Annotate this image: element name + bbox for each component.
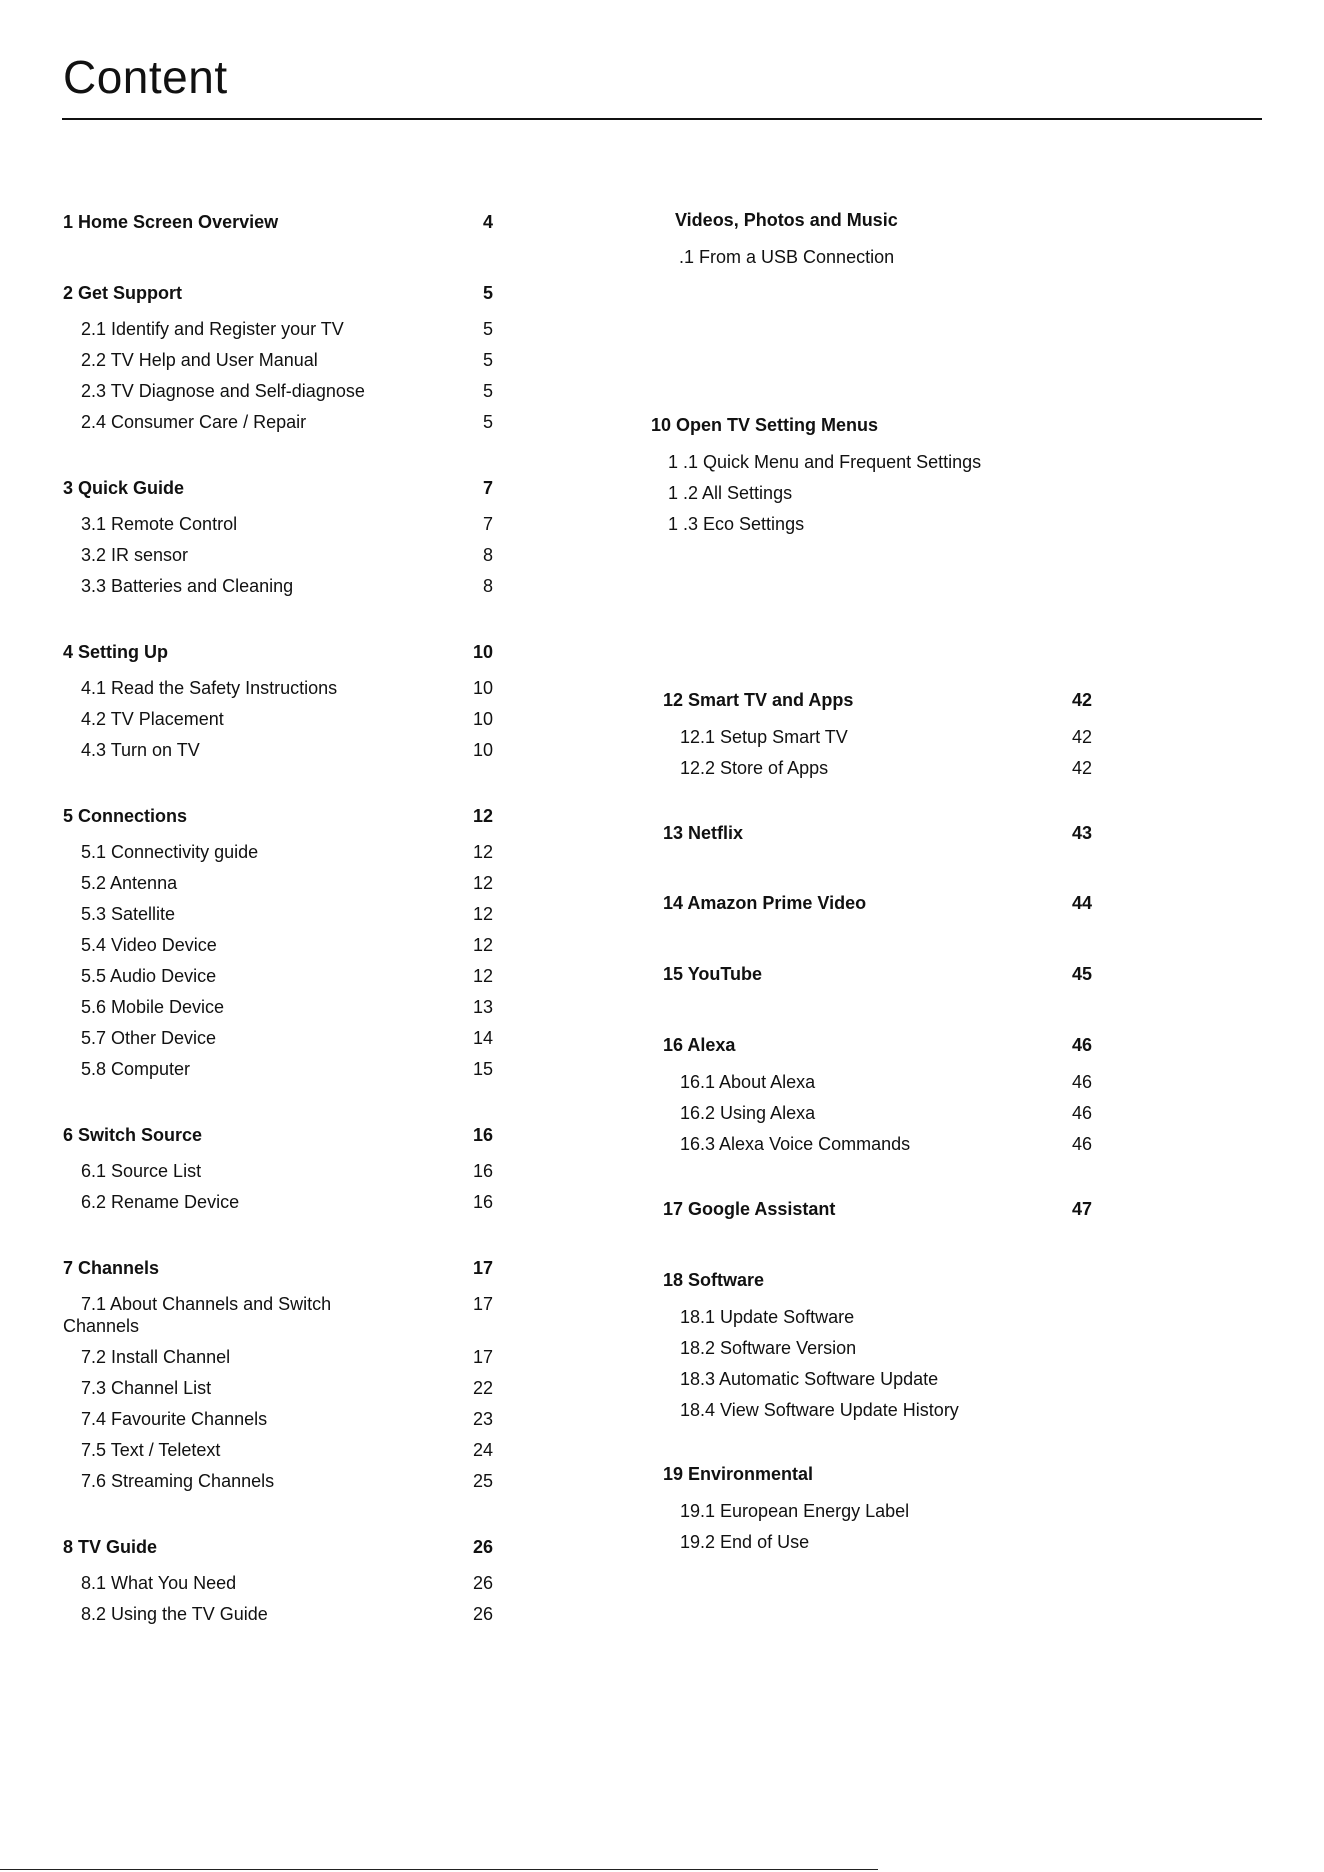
title-divider: [62, 118, 1262, 120]
toc-entry-page-number: 12: [472, 966, 493, 986]
toc-entry[interactable]: [81, 1439, 493, 1461]
toc-entry-label: 5.8 Computer: [81, 1059, 191, 1079]
toc-entry-page-number: 12: [472, 842, 493, 862]
toc-entry-label: .1 From a USB Connection: [679, 247, 895, 267]
toc-entry[interactable]: [63, 1257, 493, 1279]
toc-entry-page-number: 46: [1071, 1072, 1092, 1092]
toc-entry-label: 6 Switch Source: [63, 1125, 203, 1145]
toc-entry-page-number: 43: [1071, 823, 1092, 843]
toc-entry-label: 14 Amazon Prime Video: [663, 893, 867, 913]
toc-entry-label: 16.2 Using Alexa: [680, 1103, 816, 1123]
toc-entry[interactable]: [81, 544, 493, 566]
toc-entry-page-number: 26: [472, 1604, 493, 1624]
toc-entry-label: 7 Channels: [63, 1258, 160, 1278]
toc-entry[interactable]: [81, 1603, 493, 1625]
toc-entry-label: 4.1 Read the Safety Instructions: [81, 678, 338, 698]
toc-entry[interactable]: [668, 513, 804, 535]
toc-entry[interactable]: [81, 903, 493, 925]
toc-entry[interactable]: [81, 1191, 493, 1213]
toc-entry[interactable]: [680, 1337, 856, 1359]
toc-entry-page-number: 42: [1071, 690, 1092, 710]
toc-entry-label: 16.1 About Alexa: [680, 1072, 816, 1092]
toc-entry[interactable]: [81, 513, 493, 535]
toc-entry-label: 8.2 Using the TV Guide: [81, 1604, 268, 1624]
toc-entry-label: 7.6 Streaming Channels: [81, 1471, 275, 1491]
toc-entry-label: 2.2 TV Help and User Manual: [81, 350, 318, 370]
toc-entry-label: 16.3 Alexa Voice Commands: [680, 1134, 911, 1154]
toc-entry-page-number: 13: [472, 997, 493, 1017]
toc-entry-label: 7.5 Text / Teletext: [81, 1440, 221, 1460]
toc-entry[interactable]: [675, 209, 898, 231]
toc-entry-page-number: 5: [482, 350, 493, 370]
toc-entry[interactable]: [81, 349, 493, 371]
toc-entry-label: 1 Home Screen Overview: [63, 212, 279, 232]
toc-entry-page-number: 44: [1071, 893, 1092, 913]
toc-entry[interactable]: [663, 1269, 764, 1291]
toc-entry[interactable]: [63, 641, 493, 663]
toc-entry[interactable]: [81, 1377, 493, 1399]
toc-entry-page-number: 4: [482, 212, 493, 232]
footer-divider: [0, 1869, 878, 1870]
toc-entry-label: 8.1 What You Need: [81, 1573, 237, 1593]
toc-entry-label: 7.1 About Channels and Switch: [81, 1294, 332, 1314]
toc-entry-label: 3.3 Batteries and Cleaning: [81, 576, 294, 596]
toc-entry-page-number: 24: [472, 1440, 493, 1460]
toc-entry[interactable]: [63, 1293, 493, 1337]
toc-entry-label: 6.1 Source List: [81, 1161, 202, 1181]
toc-entry[interactable]: [663, 892, 1092, 914]
toc-entry-label: 12.2 Store of Apps: [680, 758, 829, 778]
toc-entry-label: 2 Get Support: [63, 283, 183, 303]
toc-entry-label: 7.2 Install Channel: [81, 1347, 231, 1367]
toc-entry-page-number: 46: [1071, 1134, 1092, 1154]
toc-entry-page-number: 8: [482, 576, 493, 596]
toc-entry[interactable]: [81, 841, 493, 863]
toc-entry-label: 18.4 View Software Update History: [680, 1400, 959, 1420]
toc-entry-label: 8 TV Guide: [63, 1537, 158, 1557]
toc-entry-label: 4.2 TV Placement: [81, 709, 224, 729]
toc-entry[interactable]: [680, 1368, 938, 1390]
toc-entry-label: 2.4 Consumer Care / Repair: [81, 412, 307, 432]
toc-entry-label: 3.1 Remote Control: [81, 514, 238, 534]
toc-entry[interactable]: [680, 1500, 909, 1522]
toc-entry[interactable]: [63, 282, 493, 304]
toc-entry-label: 1 .1 Quick Menu and Frequent Settings: [668, 452, 982, 472]
toc-entry-label: 6.2 Rename Device: [81, 1192, 240, 1212]
toc-entry-label: 12.1 Setup Smart TV: [680, 727, 848, 747]
toc-entry-label: 19 Environmental: [663, 1464, 814, 1484]
toc-entry[interactable]: [81, 1058, 493, 1080]
toc-entry-page-number: 5: [482, 283, 493, 303]
toc-entry-page-number: 14: [472, 1028, 493, 1048]
toc-entry-label: 2.3 TV Diagnose and Self-diagnose: [81, 381, 365, 401]
toc-entry[interactable]: [663, 689, 1092, 711]
toc-entry[interactable]: [679, 246, 894, 268]
toc-entry-page-number: 23: [472, 1409, 493, 1429]
toc-entry[interactable]: [680, 726, 1092, 748]
toc-entry-label: 5.4 Video Device: [81, 935, 217, 955]
toc-entry-label-continuation: Channels: [63, 1316, 140, 1336]
toc-entry[interactable]: [663, 1034, 1092, 1056]
toc-entry-label: 18.2 Software Version: [680, 1338, 857, 1358]
toc-entry-label: 10 Open TV Setting Menus: [651, 415, 879, 435]
toc-entry-label: 3 Quick Guide: [63, 478, 185, 498]
toc-entry[interactable]: [81, 934, 493, 956]
toc-entry[interactable]: [680, 1071, 1092, 1093]
toc-entry[interactable]: [81, 677, 493, 699]
toc-entry-label: 7.3 Channel List: [81, 1378, 212, 1398]
toc-entry-page-number: 45: [1071, 964, 1092, 984]
toc-entry-page-number: 17: [472, 1347, 493, 1367]
toc-entry[interactable]: [81, 411, 493, 433]
toc-entry-label: 19.2 End of Use: [680, 1532, 810, 1552]
toc-entry[interactable]: [668, 451, 981, 473]
toc-entry-page-number: 8: [482, 545, 493, 565]
toc-entry-label: 2.1 Identify and Register your TV: [81, 319, 344, 339]
toc-entry[interactable]: [680, 1133, 1092, 1155]
toc-entry-label: 18.3 Automatic Software Update: [680, 1369, 939, 1389]
toc-entry-label: Videos, Photos and Music: [675, 210, 898, 230]
toc-entry[interactable]: [680, 757, 1092, 779]
toc-entry-page-number: 12: [472, 935, 493, 955]
toc-entry-label: 7.4 Favourite Channels: [81, 1409, 268, 1429]
toc-entry[interactable]: [81, 1470, 493, 1492]
toc-entry-page-number: 5: [482, 412, 493, 432]
toc-entry-page-number: 16: [472, 1161, 493, 1181]
toc-entry[interactable]: [81, 575, 493, 597]
toc-entry[interactable]: [81, 1160, 493, 1182]
toc-entry-page-number: 26: [472, 1573, 493, 1593]
toc-entry[interactable]: [81, 1027, 493, 1049]
toc-entry-page-number: 15: [472, 1059, 493, 1079]
toc-entry-page-number: 22: [472, 1378, 493, 1398]
toc-entry[interactable]: [680, 1102, 1092, 1124]
toc-entry-page-number: 16: [472, 1125, 493, 1145]
toc-entry[interactable]: [81, 380, 493, 402]
toc-entry-page-number: 47: [1071, 1199, 1092, 1219]
toc-entry[interactable]: [651, 414, 878, 436]
toc-entry-label: 19.1 European Energy Label: [680, 1501, 910, 1521]
toc-entry-label: 1 .2 All Settings: [668, 483, 793, 503]
page-title: Content: [63, 51, 228, 103]
toc-entry[interactable]: [63, 805, 493, 827]
toc-entry[interactable]: [81, 872, 493, 894]
toc-entry[interactable]: [663, 1198, 1092, 1220]
toc-entry-label: 5.2 Antenna: [81, 873, 178, 893]
toc-entry[interactable]: [680, 1306, 854, 1328]
toc-entry[interactable]: [81, 996, 493, 1018]
toc-entry-page-number: 46: [1071, 1035, 1092, 1055]
toc-entry-label: 5.6 Mobile Device: [81, 997, 225, 1017]
toc-entry-label: 5.3 Satellite: [81, 904, 176, 924]
toc-entry-page-number: 10: [472, 740, 493, 760]
toc-entry-label: 3.2 IR sensor: [81, 545, 189, 565]
toc-entry[interactable]: [81, 1408, 493, 1430]
toc-entry[interactable]: [81, 739, 493, 761]
toc-entry[interactable]: [663, 1463, 813, 1485]
toc-entry-label: 13 Netflix: [663, 823, 744, 843]
toc-entry-page-number: 42: [1071, 727, 1092, 747]
toc-entry-page-number: 17: [472, 1294, 493, 1314]
toc-entry-label: 16 Alexa: [663, 1035, 736, 1055]
toc-entry[interactable]: [81, 1572, 493, 1594]
toc-entry-label: 1 .3 Eco Settings: [668, 514, 805, 534]
toc-entry-page-number: 42: [1071, 758, 1092, 778]
toc-entry-label: 5.1 Connectivity guide: [81, 842, 259, 862]
toc-entry[interactable]: [680, 1531, 809, 1553]
toc-entry-label: 4.3 Turn on TV: [81, 740, 200, 760]
toc-entry[interactable]: [81, 965, 493, 987]
toc-entry[interactable]: [663, 822, 1092, 844]
toc-entry-label: 5.5 Audio Device: [81, 966, 217, 986]
toc-entry-page-number: 5: [482, 319, 493, 339]
toc-entry-page-number: 12: [472, 904, 493, 924]
toc-entry-label: 4 Setting Up: [63, 642, 169, 662]
toc-entry[interactable]: [63, 477, 493, 499]
toc-entry[interactable]: [663, 963, 1092, 985]
toc-entry-label: 17 Google Assistant: [663, 1199, 836, 1219]
toc-entry[interactable]: [81, 1346, 493, 1368]
toc-entry[interactable]: [63, 1536, 493, 1558]
toc-entry-label: 5 Connections: [63, 806, 188, 826]
toc-entry-label: 18.1 Update Software: [680, 1307, 855, 1327]
toc-entry-page-number: 12: [472, 873, 493, 893]
toc-entry[interactable]: [668, 482, 792, 504]
toc-entry-page-number: 16: [472, 1192, 493, 1212]
toc-entry-page-number: 7: [482, 478, 493, 498]
toc-entry-page-number: 25: [472, 1471, 493, 1491]
toc-entry-page-number: 10: [472, 678, 493, 698]
toc-entry-label: 18 Software: [663, 1270, 765, 1290]
toc-entry[interactable]: [680, 1399, 959, 1421]
toc-entry[interactable]: [81, 708, 493, 730]
toc-entry-page-number: 26: [472, 1537, 493, 1557]
toc-entry-page-number: 46: [1071, 1103, 1092, 1123]
toc-entry-page-number: 5: [482, 381, 493, 401]
toc-entry-page-number: 17: [472, 1258, 493, 1278]
toc-entry-label: 5.7 Other Device: [81, 1028, 217, 1048]
toc-entry[interactable]: [63, 1124, 493, 1146]
toc-entry-page-number: 10: [472, 709, 493, 729]
toc-entry-page-number: 12: [472, 806, 493, 826]
toc-entry-label: 15 YouTube: [663, 964, 763, 984]
toc-entry[interactable]: [63, 211, 493, 233]
toc-entry-label: 12 Smart TV and Apps: [663, 690, 854, 710]
toc-entry[interactable]: [81, 318, 493, 340]
toc-entry-page-number: 10: [472, 642, 493, 662]
toc-entry-page-number: 7: [482, 514, 493, 534]
